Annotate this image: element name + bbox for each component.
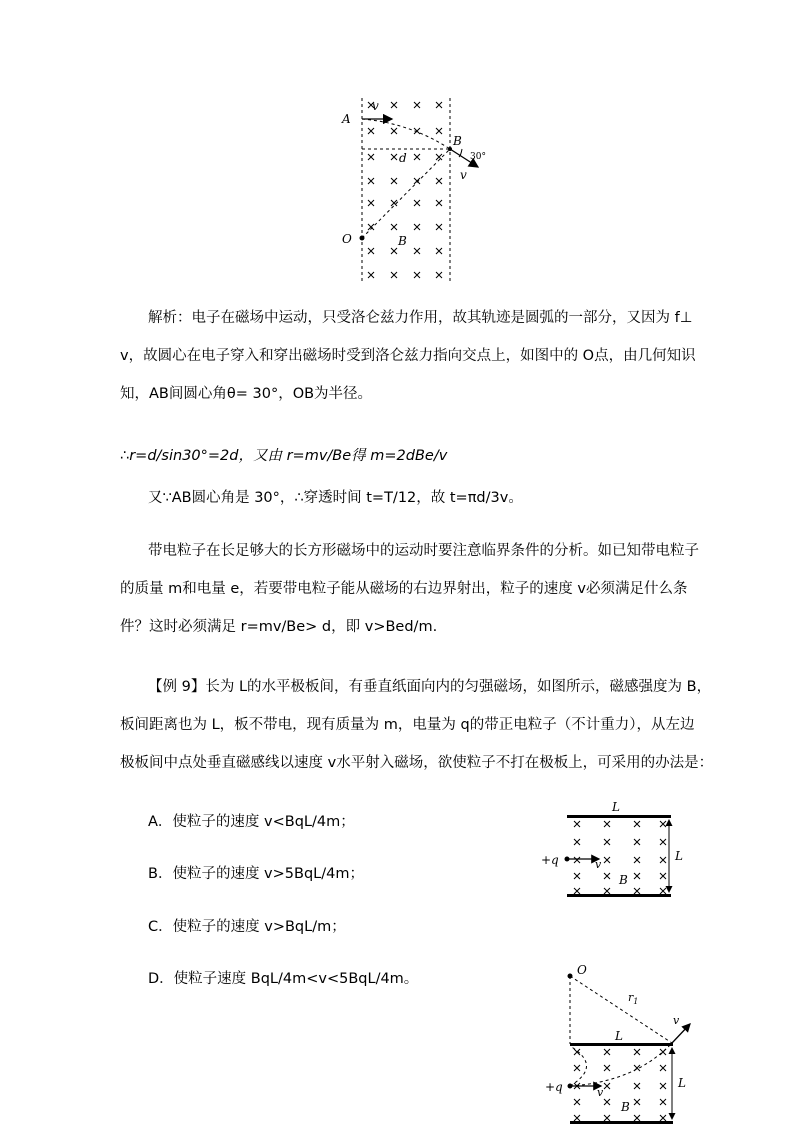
example-line-2: 板间距离也为 L，板不带电，现有质量为 m，电量为 q的带正电粒子（不计重力），从左边 [120, 717, 695, 733]
top-plate [567, 815, 671, 818]
field-cross-mark [436, 102, 442, 108]
field-cross-mark [414, 154, 420, 160]
note-line-2: 的质量 m和电量 e，若要带电粒子能从磁场的右边界射出，粒子的速度 v必须满足什么条 [120, 581, 688, 597]
figure-plates-field [535, 798, 695, 903]
label-v-top: v [372, 99, 379, 113]
field-cross-mark [574, 821, 580, 827]
particle [568, 1084, 573, 1089]
option-c: C．使粒子的速度 v>BqL/m； [148, 919, 346, 935]
field-cross-mark [604, 839, 610, 845]
label-O: O [342, 232, 352, 246]
label-B: B [619, 873, 628, 887]
option-a: A．使粒子的速度 v<BqL/4m； [148, 814, 355, 830]
field-cross-mark [414, 224, 420, 230]
field-cross-mark [634, 1099, 640, 1105]
field-cross-mark [604, 821, 610, 827]
field-cross-mark [660, 1115, 666, 1121]
field-cross-mark [660, 1065, 666, 1071]
analysis-line-1: 解析：电子在磁场中运动，只受洛仑兹力作用，故其轨迹是圆弧的一部分，又因为 f⊥ [148, 310, 693, 326]
field-cross-mark [660, 1099, 666, 1105]
field-cross-mark [604, 857, 610, 863]
label-v-exit: v [460, 168, 467, 182]
field-cross-mark [660, 821, 666, 827]
note-line-3: 件？这时必须满足 r=mv/Be> d，即 v>Bed/m. [120, 619, 438, 635]
field-cross-mark [604, 1115, 610, 1121]
label-L-top: L [612, 800, 620, 814]
field-cross-mark [391, 102, 397, 108]
field-cross-mark [574, 839, 580, 845]
field-cross-mark [634, 857, 640, 863]
note-line-1: 带电粒子在长足够大的长方形磁场中的运动时要注意临界条件的分析。如已知带电粒子 [148, 543, 699, 559]
analysis-line-3: 知，AB间圆心角θ= 30°，OB为半径。 [120, 386, 373, 402]
field-cross-mark [574, 1115, 580, 1121]
field-cross-mark [574, 857, 580, 863]
field-cross-mark [436, 272, 442, 278]
label-v: v [673, 1014, 680, 1027]
field-cross-mark [436, 178, 442, 184]
field-cross-mark [436, 200, 442, 206]
field-cross-mark [368, 128, 374, 134]
example-line-1: 【例 9】长为 L的水平极板间，有垂直纸面向内的匀强磁场，如图所示，磁感强度为 B， [148, 679, 712, 695]
field-cross-mark [604, 1065, 610, 1071]
label-A: A [342, 112, 351, 126]
critical-condition-note [120, 532, 699, 646]
field-cross-mark [660, 839, 666, 845]
bottom-plate [567, 894, 671, 897]
field-cross-mark [368, 248, 374, 254]
magnetic-field-crosses [368, 102, 442, 278]
label-d: d [399, 151, 407, 165]
field-cross-mark [634, 821, 640, 827]
label-q: +q [541, 853, 559, 867]
field-cross-mark [436, 224, 442, 230]
label-q: +q [545, 1080, 563, 1094]
field-cross-mark [604, 1049, 610, 1055]
field-cross-mark [660, 1083, 666, 1089]
example-line-3: 极板间中点处垂直磁感线以速度 v水平射入磁场，欲使粒子不打在极板上，可采用的办法是： [120, 755, 714, 771]
small-radius-trajectory [570, 1046, 587, 1086]
field-cross-mark [574, 873, 580, 879]
equation-1: ∴r=d/sin30°=2d，又由 r=mv/Be得 m=2dBe/v [120, 448, 448, 464]
trajectory-arc [362, 119, 450, 149]
field-cross-mark [574, 888, 580, 894]
field-cross-mark [660, 873, 666, 879]
field-cross-mark [414, 248, 420, 254]
field-cross-mark [414, 178, 420, 184]
analysis-paragraph [120, 299, 696, 413]
label-L-side: L [678, 1076, 686, 1090]
field-cross-mark [604, 1083, 610, 1089]
field-cross-mark [391, 224, 397, 230]
field-cross-mark [414, 102, 420, 108]
field-cross-mark [368, 178, 374, 184]
option-d: D．使粒子速度 BqL/4m<v<5BqL/4m。 [148, 971, 419, 987]
field-cross-mark [604, 888, 610, 894]
figure-critical-trajectories [535, 962, 705, 1128]
label-B-field: B [398, 234, 407, 248]
magnetic-field-crosses [574, 1049, 666, 1121]
example-9-question [120, 668, 714, 782]
field-cross-mark [634, 1049, 640, 1055]
center-O [568, 974, 573, 979]
field-cross-mark [391, 248, 397, 254]
analysis-line-2: v，故圆心在电子穿入和穿出磁场时受到洛仑兹力指向交点上，如图中的 O点，由几何知识 [120, 348, 696, 364]
label-v-in: v [597, 1086, 604, 1099]
field-cross-mark [391, 154, 397, 160]
label-L-top: L [615, 1029, 623, 1043]
field-cross-mark [634, 888, 640, 894]
field-cross-mark [368, 154, 374, 160]
equation-2: 又∵AB圆心角是 30°，∴穿透时间 t=T/12，故 t=πd/3v。 [148, 490, 523, 506]
figure-electron-in-field [330, 95, 500, 290]
field-cross-mark [604, 873, 610, 879]
center-O [360, 236, 365, 241]
field-cross-mark [368, 272, 374, 278]
field-cross-mark [391, 272, 397, 278]
option-b: B．使粒子的速度 v>5BqL/4m； [148, 866, 364, 882]
label-B: B [621, 1100, 630, 1114]
label-r1: $r_1$ [628, 991, 639, 1006]
label-O: O [577, 963, 587, 977]
field-cross-mark [414, 200, 420, 206]
field-cross-mark [660, 888, 666, 894]
label-angle: 30° [470, 152, 486, 162]
field-cross-mark [436, 248, 442, 254]
field-cross-mark [604, 1099, 610, 1105]
field-cross-mark [634, 1115, 640, 1121]
field-cross-mark [634, 873, 640, 879]
field-cross-mark [634, 1083, 640, 1089]
top-plate [570, 1043, 673, 1046]
field-cross-mark [368, 200, 374, 206]
field-cross-mark [436, 128, 442, 134]
field-cross-mark [436, 154, 442, 160]
point-B [448, 147, 452, 151]
particle [565, 857, 570, 862]
large-radius-trajectory [570, 1043, 672, 1086]
field-cross-mark [391, 178, 397, 184]
field-cross-mark [414, 272, 420, 278]
label-v: v [595, 858, 602, 871]
field-cross-mark [634, 839, 640, 845]
field-cross-mark [574, 1065, 580, 1071]
label-L-side: L [675, 849, 683, 863]
field-cross-mark [391, 128, 397, 134]
label-B-point: B [453, 134, 462, 148]
bottom-plate [570, 1121, 673, 1124]
field-cross-mark [574, 1099, 580, 1105]
field-cross-mark [660, 857, 666, 863]
